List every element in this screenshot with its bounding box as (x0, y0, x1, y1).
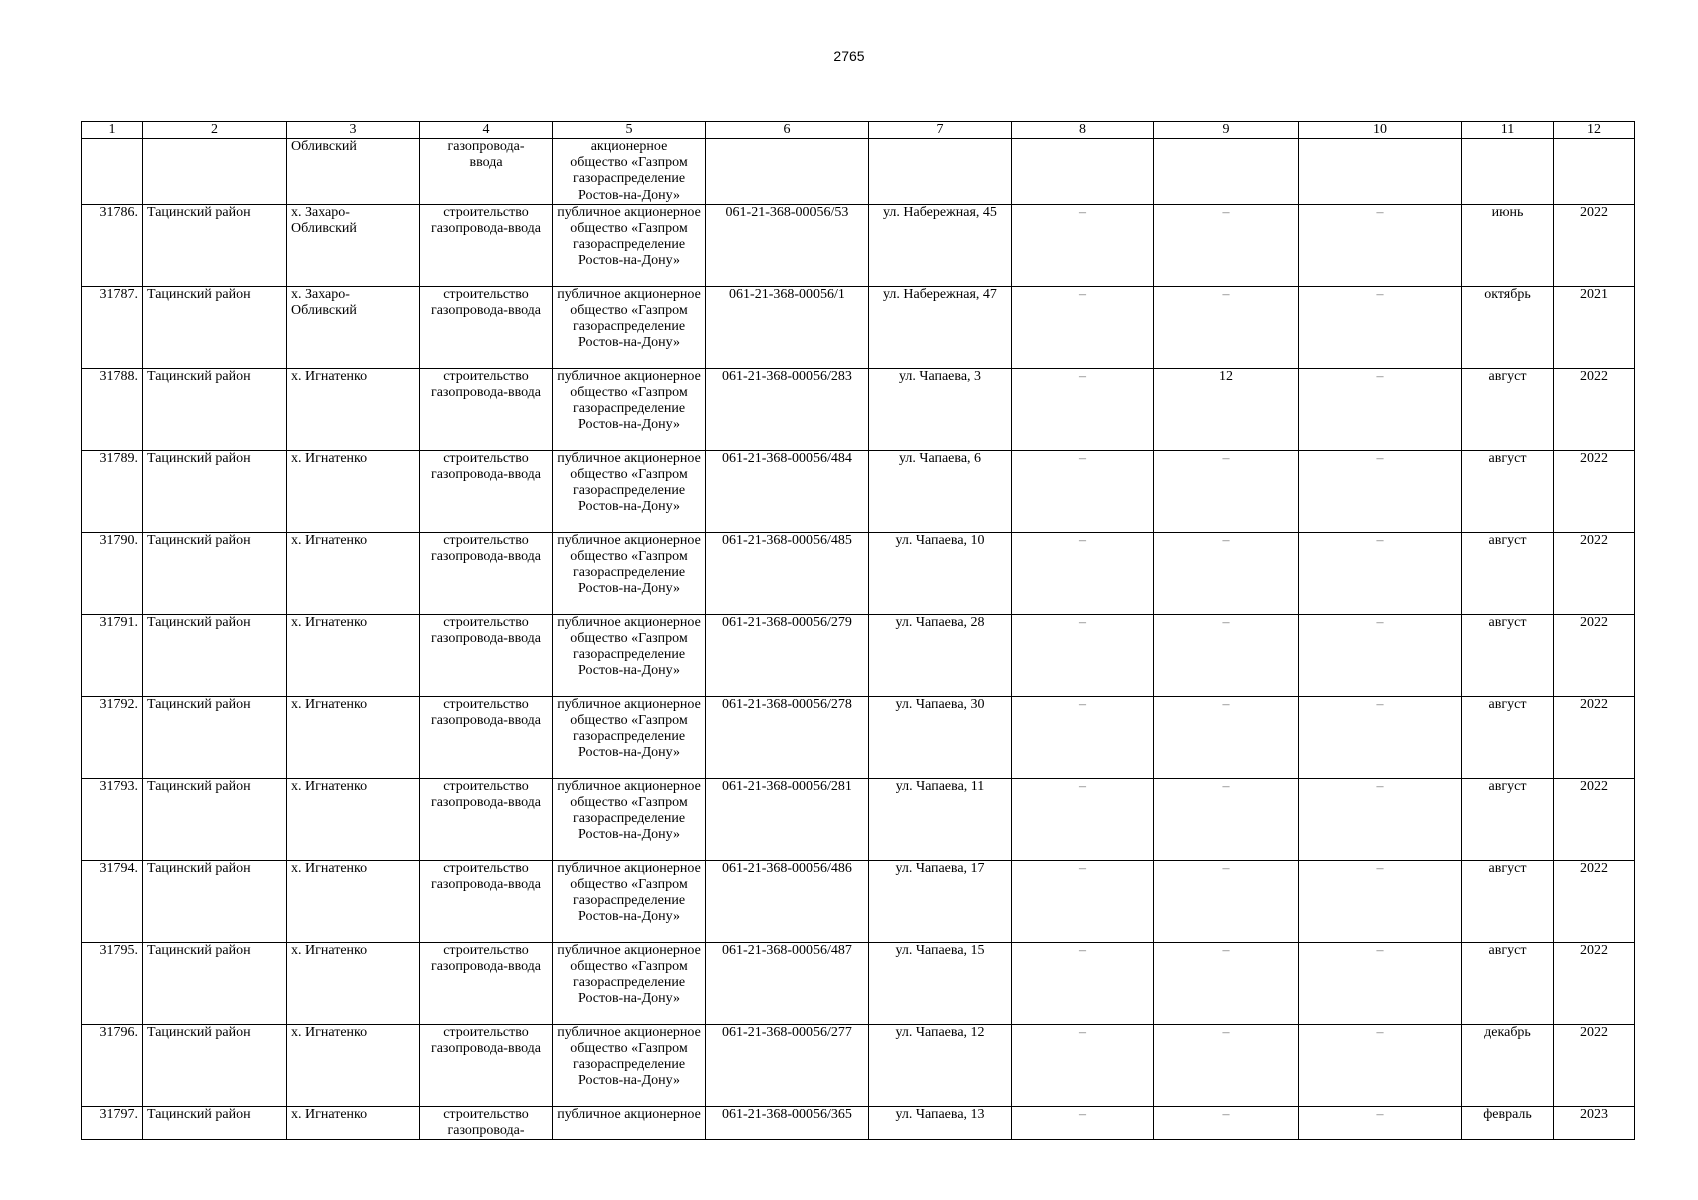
cell-code (706, 139, 869, 205)
cell-organization: публичное акционерное общество «Газпром газораспределение Ростов-на-Дону» (553, 696, 706, 778)
cell-col9 (1154, 139, 1299, 205)
cell-col8 (1012, 139, 1154, 205)
cell-col9: – (1154, 286, 1299, 368)
column-header: 3 (287, 122, 420, 139)
cell-month: август (1462, 532, 1554, 614)
cell-address: ул. Набережная, 45 (869, 204, 1012, 286)
column-header: 9 (1154, 122, 1299, 139)
cell-district: Тацинский район (143, 942, 287, 1024)
cell-organization: публичное акционерное общество «Газпром газораспределение Ростов-на-Дону» (553, 368, 706, 450)
cell-code: 061-21-368-00056/486 (706, 860, 869, 942)
cell-locality: х. Игнатенко (287, 1024, 420, 1106)
table-row (82, 614, 1635, 696)
cell-number: 31791. (82, 614, 143, 696)
cell-code: 061-21-368-00056/281 (706, 778, 869, 860)
cell-work-type: строительство газопровода-ввода (420, 860, 553, 942)
table-row (82, 860, 1635, 942)
column-header: 2 (143, 122, 287, 139)
table-row (82, 1106, 1635, 1139)
cell-year: 2022 (1554, 204, 1635, 286)
cell-year: 2022 (1554, 778, 1635, 860)
column-header: 12 (1554, 122, 1635, 139)
cell-locality: х. Игнатенко (287, 614, 420, 696)
cell-address: ул. Чапаева, 28 (869, 614, 1012, 696)
cell-col10: – (1299, 204, 1462, 286)
cell-organization: публичное акционерное общество «Газпром газораспределение Ростов-на-Дону» (553, 614, 706, 696)
cell-work-type: строительство газопровода-ввода (420, 204, 553, 286)
cell-col8: – (1012, 532, 1154, 614)
cell-address: ул. Чапаева, 6 (869, 450, 1012, 532)
page-number: 2765 (833, 48, 865, 64)
cell-number: 31794. (82, 860, 143, 942)
cell-code: 061-21-368-00056/283 (706, 368, 869, 450)
cell-locality: х. Захаро-Обливский (287, 286, 420, 368)
cell-organization: акционерное общество «Газпром газораспределение Ростов-на-Дону» (553, 139, 706, 205)
cell-col9: 12 (1154, 368, 1299, 450)
cell-year: 2023 (1554, 1106, 1635, 1139)
cell-number: 31790. (82, 532, 143, 614)
cell-district: Тацинский район (143, 286, 287, 368)
cell-locality: х. Игнатенко (287, 696, 420, 778)
cell-locality: х. Игнатенко (287, 942, 420, 1024)
table-row (82, 696, 1635, 778)
cell-organization: публичное акционерное общество «Газпром газораспределение Ростов-на-Дону» (553, 204, 706, 286)
cell-district: Тацинский район (143, 1024, 287, 1106)
column-header: 6 (706, 122, 869, 139)
cell-month: август (1462, 942, 1554, 1024)
cell-year: 2022 (1554, 942, 1635, 1024)
cell-col9: – (1154, 942, 1299, 1024)
cell-work-type: газопровода- ввода (420, 139, 553, 205)
cell-organization: публичное акционерное общество «Газпром газораспределение Ростов-на-Дону» (553, 532, 706, 614)
cell-organization: публичное акционерное (553, 1106, 706, 1139)
cell-col9: – (1154, 532, 1299, 614)
cell-month: август (1462, 860, 1554, 942)
cell-month: август (1462, 368, 1554, 450)
cell-year: 2022 (1554, 1024, 1635, 1106)
cell-district: Тацинский район (143, 1106, 287, 1139)
cell-address: ул. Чапаева, 17 (869, 860, 1012, 942)
table-row (82, 778, 1635, 860)
cell-month: июнь (1462, 204, 1554, 286)
cell-organization: публичное акционерное общество «Газпром газораспределение Ростов-на-Дону» (553, 450, 706, 532)
cell-locality: х. Игнатенко (287, 532, 420, 614)
cell-work-type: строительство газопровода-ввода (420, 1024, 553, 1106)
cell-month: декабрь (1462, 1024, 1554, 1106)
column-header: 11 (1462, 122, 1554, 139)
cell-code: 061-21-368-00056/278 (706, 696, 869, 778)
cell-code: 061-21-368-00056/365 (706, 1106, 869, 1139)
cell-work-type: строительство газопровода- (420, 1106, 553, 1139)
table-row (82, 204, 1635, 286)
cell-district: Тацинский район (143, 450, 287, 532)
cell-district: Тацинский район (143, 860, 287, 942)
column-header: 8 (1012, 122, 1154, 139)
cell-address: ул. Чапаева, 11 (869, 778, 1012, 860)
cell-col10: – (1299, 532, 1462, 614)
cell-number: 31789. (82, 450, 143, 532)
cell-address: ул. Чапаева, 10 (869, 532, 1012, 614)
cell-district: Тацинский район (143, 204, 287, 286)
cell-district: Тацинский район (143, 778, 287, 860)
cell-number: 31793. (82, 778, 143, 860)
cell-month: октябрь (1462, 286, 1554, 368)
cell-year: 2022 (1554, 860, 1635, 942)
cell-number: 31795. (82, 942, 143, 1024)
cell-year: 2022 (1554, 696, 1635, 778)
table-row (82, 286, 1635, 368)
cell-month: август (1462, 614, 1554, 696)
cell-col8: – (1012, 286, 1154, 368)
cell-district: Тацинский район (143, 368, 287, 450)
cell-col9: – (1154, 860, 1299, 942)
cell-month: август (1462, 696, 1554, 778)
cell-col8: – (1012, 368, 1154, 450)
cell-work-type: строительство газопровода-ввода (420, 778, 553, 860)
cell-locality: Обливский (287, 139, 420, 205)
cell-col10: – (1299, 942, 1462, 1024)
cell-col9: – (1154, 450, 1299, 532)
column-header: 7 (869, 122, 1012, 139)
cell-col10: – (1299, 860, 1462, 942)
cell-organization: публичное акционерное общество «Газпром газораспределение Ростов-на-Дону» (553, 1024, 706, 1106)
cell-work-type: строительство газопровода-ввода (420, 614, 553, 696)
cell-col8: – (1012, 696, 1154, 778)
cell-col10: – (1299, 1024, 1462, 1106)
cell-year: 2022 (1554, 450, 1635, 532)
cell-number (82, 139, 143, 205)
cell-col8: – (1012, 450, 1154, 532)
cell-work-type: строительство газопровода-ввода (420, 532, 553, 614)
cell-number: 31792. (82, 696, 143, 778)
cell-locality: х. Игнатенко (287, 860, 420, 942)
cell-organization: публичное акционерное общество «Газпром газораспределение Ростов-на-Дону» (553, 286, 706, 368)
cell-col8: – (1012, 1024, 1154, 1106)
cell-col10: – (1299, 368, 1462, 450)
table-row (82, 942, 1635, 1024)
cell-number: 31796. (82, 1024, 143, 1106)
cell-district (143, 139, 287, 205)
cell-address: ул. Чапаева, 3 (869, 368, 1012, 450)
table-row (82, 450, 1635, 532)
cell-col10: – (1299, 614, 1462, 696)
cell-code: 061-21-368-00056/487 (706, 942, 869, 1024)
cell-work-type: строительство газопровода-ввода (420, 368, 553, 450)
cell-year: 2022 (1554, 532, 1635, 614)
table-row (82, 1024, 1635, 1106)
cell-year (1554, 139, 1635, 205)
cell-number: 31786. (82, 204, 143, 286)
cell-col9: – (1154, 614, 1299, 696)
cell-address: ул. Чапаева, 12 (869, 1024, 1012, 1106)
table-row (82, 368, 1635, 450)
cell-col9: – (1154, 1024, 1299, 1106)
table-row (82, 532, 1635, 614)
cell-organization: публичное акционерное общество «Газпром газораспределение Ростов-на-Дону» (553, 942, 706, 1024)
cell-month: февраль (1462, 1106, 1554, 1139)
cell-col9: – (1154, 778, 1299, 860)
cell-code: 061-21-368-00056/279 (706, 614, 869, 696)
cell-col10: – (1299, 1106, 1462, 1139)
cell-col8: – (1012, 614, 1154, 696)
column-header: 4 (420, 122, 553, 139)
cell-address: ул. Чапаева, 13 (869, 1106, 1012, 1139)
cell-year: 2021 (1554, 286, 1635, 368)
cell-code: 061-21-368-00056/277 (706, 1024, 869, 1106)
cell-col10: – (1299, 696, 1462, 778)
cell-month: август (1462, 450, 1554, 532)
cell-col10: – (1299, 450, 1462, 532)
column-header: 1 (82, 122, 143, 139)
table-body (82, 139, 1635, 1140)
cell-code: 061-21-368-00056/53 (706, 204, 869, 286)
cell-locality: х. Игнатенко (287, 368, 420, 450)
cell-col8: – (1012, 1106, 1154, 1139)
cell-locality: х. Игнатенко (287, 450, 420, 532)
cell-district: Тацинский район (143, 614, 287, 696)
column-header: 5 (553, 122, 706, 139)
cell-col9: – (1154, 696, 1299, 778)
cell-address: ул. Чапаева, 30 (869, 696, 1012, 778)
cell-locality: х. Игнатенко (287, 778, 420, 860)
cell-number: 31797. (82, 1106, 143, 1139)
cell-col9: – (1154, 204, 1299, 286)
cell-col10: – (1299, 778, 1462, 860)
cell-address (869, 139, 1012, 205)
register-table (81, 121, 1635, 1140)
table-row-continuation (82, 139, 1635, 205)
cell-code: 061-21-368-00056/485 (706, 532, 869, 614)
cell-col8: – (1012, 942, 1154, 1024)
cell-number: 31788. (82, 368, 143, 450)
cell-col8: – (1012, 778, 1154, 860)
cell-col9: – (1154, 1106, 1299, 1139)
cell-col10 (1299, 139, 1462, 205)
cell-col8: – (1012, 204, 1154, 286)
cell-month: август (1462, 778, 1554, 860)
cell-work-type: строительство газопровода-ввода (420, 450, 553, 532)
cell-locality: х. Захаро-Обливский (287, 204, 420, 286)
cell-address: ул. Чапаева, 15 (869, 942, 1012, 1024)
cell-number: 31787. (82, 286, 143, 368)
cell-month (1462, 139, 1554, 205)
column-header: 10 (1299, 122, 1462, 139)
cell-district: Тацинский район (143, 696, 287, 778)
cell-year: 2022 (1554, 614, 1635, 696)
cell-work-type: строительство газопровода-ввода (420, 696, 553, 778)
cell-locality: х. Игнатенко (287, 1106, 420, 1139)
cell-address: ул. Набережная, 47 (869, 286, 1012, 368)
cell-col8: – (1012, 860, 1154, 942)
cell-organization: публичное акционерное общество «Газпром газораспределение Ростов-на-Дону» (553, 860, 706, 942)
cell-col10: – (1299, 286, 1462, 368)
cell-organization: публичное акционерное общество «Газпром газораспределение Ростов-на-Дону» (553, 778, 706, 860)
cell-code: 061-21-368-00056/1 (706, 286, 869, 368)
cell-district: Тацинский район (143, 532, 287, 614)
column-number-row (82, 122, 1635, 139)
cell-code: 061-21-368-00056/484 (706, 450, 869, 532)
cell-work-type: строительство газопровода-ввода (420, 286, 553, 368)
cell-work-type: строительство газопровода-ввода (420, 942, 553, 1024)
cell-year: 2022 (1554, 368, 1635, 450)
